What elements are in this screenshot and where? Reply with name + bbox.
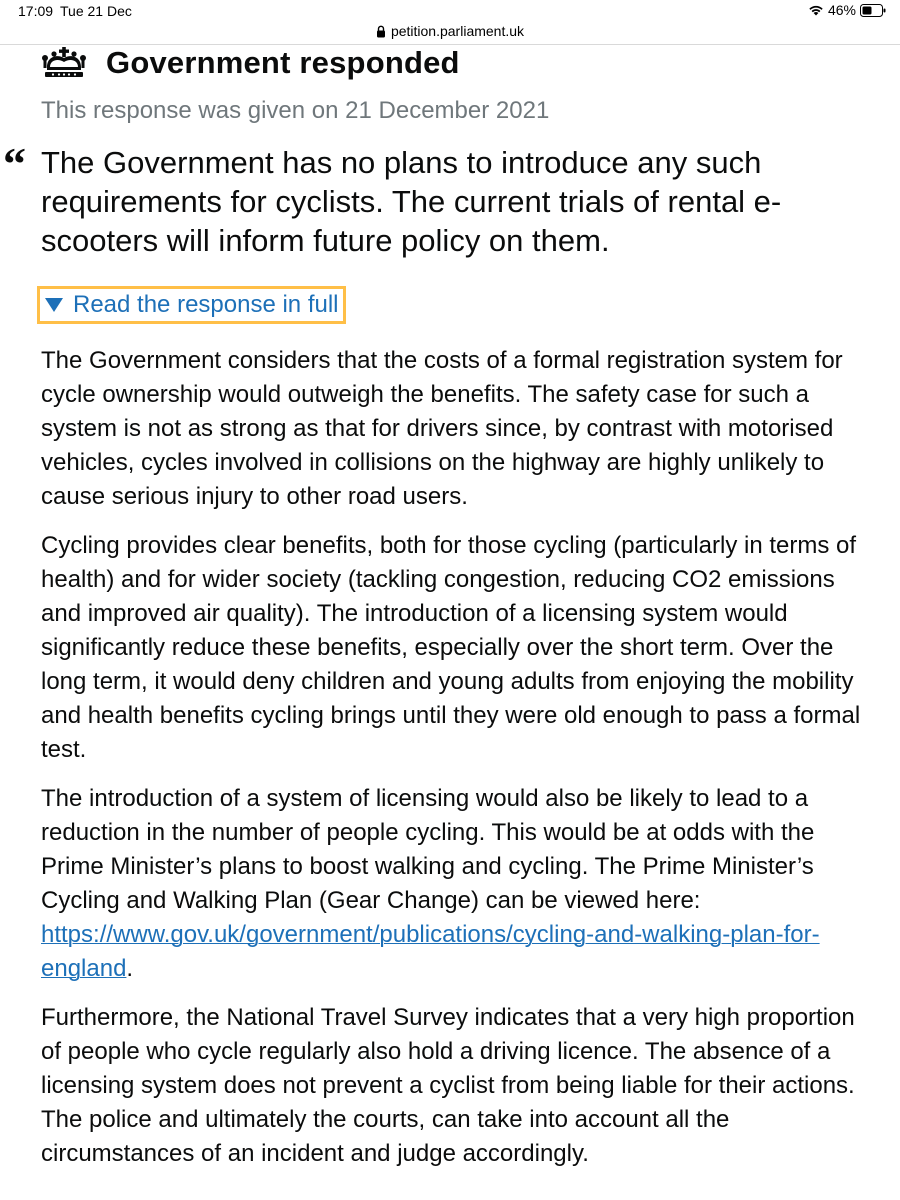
response-title: Government responded xyxy=(106,45,460,80)
response-summary xyxy=(3,138,861,260)
government-response-section xyxy=(3,42,861,1186)
gear-change-plan-link[interactable]: https://www.gov.uk/government/publications/cycling-and-walking-plan-for-england xyxy=(41,921,820,982)
quote-mark-icon: “ xyxy=(3,138,26,189)
summary-text: The Government has no plans to introduce any such requirements for cyclists. The current trials of rental e-scooters will inform future policy on them. xyxy=(41,145,782,258)
response-paragraph: The Government considers that the costs of a formal registration system for cycle ownership would outweigh the benefits. The safety case for such a system is not as strong as that for drivers since, by contrast with motorised vehicles, cycles involved in collisions on the highway are highly unlikely to cause serious injury to other road users. xyxy=(41,347,843,510)
battery-percentage: 46% xyxy=(827,2,856,18)
response-date: This response was given on 21 December 2021 xyxy=(41,97,550,124)
triangle-down-icon xyxy=(45,298,63,312)
response-paragraph: Furthermore, the National Travel Survey indicates that a very high proportion of people who cycle regularly also hold a driving licence. The absence of a licensing system does not prevent a cyclist from being liable for their actions. The police and ultimately the courts, can take into account all the circumstances of an incident and judge accordingly. xyxy=(41,1004,855,1167)
address-bar[interactable] xyxy=(0,20,900,42)
status-indicators xyxy=(808,2,886,18)
lock-icon xyxy=(376,25,386,38)
read-full-response-toggle[interactable] xyxy=(37,286,346,324)
status-date: Tue 21 Dec xyxy=(60,3,132,19)
url-text: petition.parliament.uk xyxy=(390,23,525,39)
status-bar xyxy=(0,0,900,22)
response-header xyxy=(39,42,861,84)
crown-icon xyxy=(39,46,89,80)
response-paragraph: Cycling provides clear benefits, both for those cycling (particularly in terms of health) and for wider society (tackling congestion, reducing CO2 emissions and improved air quality). The introduction of a licensing system would significantly reduce these benefits, especially over the short term. Over the long term, it would deny children and young adults from enjoying the mobility and health benefits cycling brings until they were old enough to pass a formal test. xyxy=(41,532,861,763)
response-paragraph xyxy=(41,782,861,986)
paragraph-text: The introduction of a system of licensing would also be likely to lead to a reduction in the number of people cycling. This would be at odds with the Prime Minister’s plans to boost walking and cycling. The Prime Minister’s Cycling and Walking Plan (Gear Change) can be viewed here: xyxy=(41,785,815,914)
toggle-label: Read the response in full xyxy=(73,291,339,318)
status-time: 17:09 xyxy=(18,3,54,19)
battery-icon xyxy=(860,4,886,17)
full-response-text xyxy=(41,344,861,1171)
wifi-icon xyxy=(808,4,824,16)
paragraph-end: . xyxy=(126,955,134,982)
